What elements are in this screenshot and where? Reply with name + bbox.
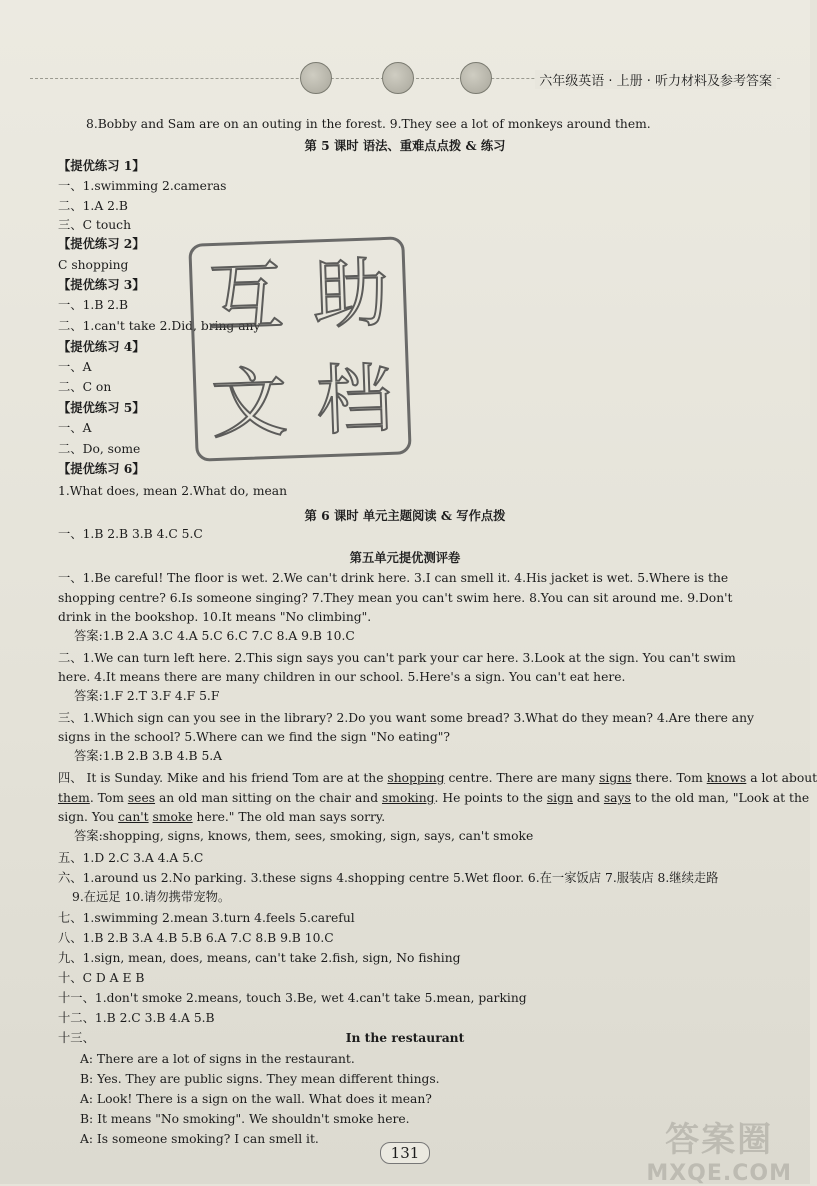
exercise-title: 【提优练习 1】 [58, 158, 145, 173]
passage-text: . He points to the [434, 791, 547, 805]
answer-line: 一、A [58, 360, 92, 374]
section-heading: 第五单元提优测评卷 [349, 550, 461, 565]
exercise-title: 【提优练习 5】 [58, 400, 145, 415]
answer-line: 七、1.swimming 2.mean 3.turn 4.feels 5.careful [58, 911, 355, 925]
watermark-text: MXQE.COM [646, 1161, 792, 1186]
text-line: 三、1.Which sign can you see in the library? 2.Do you want some bread? 3.What do they mean? 4.Are there any [58, 711, 754, 725]
watermark-text: 答案圈 [665, 1120, 774, 1160]
answer-line: C shopping [58, 258, 129, 272]
answer-line: 答案:shopping, signs, knows, them, sees, smoking, sign, says, can't smoke [74, 829, 534, 843]
text-line: signs in the school? 5.Where can we find the sign "No eating"? [58, 730, 450, 744]
answer-line: 二、1.can't take 2.Did, bring any [58, 319, 261, 333]
answer-line: 9.在远足 10.请勿携带宠物。 [72, 890, 231, 904]
stamp-char: 文 [209, 357, 289, 450]
passage-line [58, 809, 385, 825]
exercise-title: 【提优练习 2】 [58, 236, 145, 251]
answer-word: sign [546, 791, 573, 805]
header-title: 六年级英语 · 上册 · 听力材料及参考答案 [535, 70, 776, 89]
dialogue-title: In the restaurant [345, 1030, 465, 1045]
page-number-text: 131 [380, 1142, 431, 1164]
stamp-char: 档 [314, 353, 394, 446]
answer-line: 十、C D A E B [58, 971, 145, 985]
stamp-char: 助 [311, 247, 391, 340]
section-heading: 第 5 课时 语法、重难点点拨 & 练习 [304, 138, 506, 153]
text-line: 二、1.We can turn left here. 2.This sign says you can't park your car here. 3.Look at the sign. You can't swim [58, 651, 736, 665]
answer-line: 二、Do, some [58, 442, 141, 456]
text-line: 8.Bobby and Sam are on an outing in the forest. 9.They see a lot of monkeys around them. [86, 117, 651, 131]
exercise-title: 【提优练习 6】 [58, 461, 145, 476]
answer-word: smoking [381, 791, 435, 805]
dialogue-line: B: Yes. They are public signs. They mean different things. [80, 1072, 440, 1086]
passage-text: 四、 It is Sunday. Mike and his friend Tom are at the [58, 771, 388, 785]
stamp-logo [188, 236, 411, 461]
answer-line: 二、C on [58, 380, 112, 394]
answer-line: 二、1.A 2.B [58, 199, 128, 213]
answer-word: knows [706, 771, 747, 785]
answer-line: 十一、1.don't smoke 2.means, touch 3.Be, wet 4.can't take 5.mean, parking [58, 991, 527, 1005]
answer-word: shopping [387, 771, 445, 785]
answer-line: 十三、 [58, 1031, 95, 1045]
answer-line: 十二、1.B 2.C 3.B 4.A 5.B [58, 1011, 215, 1025]
answer-line: 一、1.swimming 2.cameras [58, 179, 227, 193]
answer-line: 1.What does, mean 2.What do, mean [58, 484, 288, 498]
passage-text: and [572, 791, 604, 805]
answer-line: 九、1.sign, mean, does, means, can't take 2.fish, sign, No fishing [58, 951, 461, 965]
passage-text: centre. There are many [444, 771, 600, 785]
answer-word: sees [127, 791, 156, 805]
passage-line [58, 770, 817, 786]
answer-line: 五、1.D 2.C 3.A 4.A 5.C [58, 851, 204, 865]
answer-line: 一、1.B 2.B 3.B 4.C 5.C [58, 527, 203, 541]
answer-word: smoke [152, 810, 193, 824]
answer-line: 六、1.around us 2.No parking. 3.these signs 4.shopping centre 5.Wet floor. 6.在一家饭店 7.服装店 8.继续走路 [58, 871, 719, 885]
dialogue-line: A: Look! There is a sign on the wall. What does it mean? [80, 1092, 432, 1106]
dialogue-line: A: Is someone smoking? I can smell it. [80, 1132, 319, 1146]
passage-text: to the old man, "Look at the [630, 791, 810, 805]
stamp-char: 互 [206, 251, 286, 344]
text-line: drink in the bookshop. 10.It means "No climbing". [58, 610, 372, 624]
decoration-icon [460, 62, 492, 94]
answer-word: can't [118, 810, 149, 824]
exercise-title: 【提优练习 3】 [58, 277, 145, 292]
passage-text: sign. You [58, 810, 119, 824]
answer-line: 答案:1.B 2.A 3.C 4.A 5.C 6.C 7.C 8.A 9.B 10.C [74, 629, 355, 643]
decoration-icon [382, 62, 414, 94]
passage-text: . Tom [89, 791, 128, 805]
passage-line [58, 790, 809, 806]
text-line: here. 4.It means there are many children in our school. 5.Here's a sign. You can't eat here. [58, 670, 626, 684]
text-line: shopping centre? 6.Is someone singing? 7.They mean you can't swim here. 8.You can sit around me. 9.Don't [58, 591, 733, 605]
answer-line: 一、1.B 2.B [58, 298, 129, 312]
passage-text: a lot about [746, 771, 817, 785]
exercise-title: 【提优练习 4】 [58, 339, 145, 354]
answer-line: 一、A [58, 421, 92, 435]
dialogue-line: B: It means "No smoking". We shouldn't smoke here. [80, 1112, 410, 1126]
dialogue-line: A: There are a lot of signs in the restaurant. [80, 1052, 355, 1066]
answer-word: signs [599, 771, 632, 785]
decoration-icon [300, 62, 332, 94]
answer-line: 八、1.B 2.B 3.A 4.B 5.B 6.A 7.C 8.B 9.B 10.C [58, 931, 334, 945]
passage-text: there. Tom [631, 771, 707, 785]
text-line: 一、1.Be careful! The floor is wet. 2.We can't drink here. 3.I can smell it. 4.His jacket is wet. 5.Where is the [58, 571, 729, 585]
answer-line: 三、C touch [58, 218, 131, 232]
section-heading: 第 6 课时 单元主题阅读 & 写作点拨 [304, 508, 506, 523]
passage-text: an old man sitting on the chair and [155, 791, 382, 805]
answer-line: 答案:1.B 2.B 3.B 4.B 5.A [74, 749, 223, 763]
answer-word: says [603, 791, 631, 805]
watermark-logo [646, 1112, 792, 1186]
answer-word: them [58, 791, 90, 805]
answer-line: 答案:1.F 2.T 3.F 4.F 5.F [74, 689, 220, 703]
passage-text: here." The old man says sorry. [192, 810, 386, 824]
